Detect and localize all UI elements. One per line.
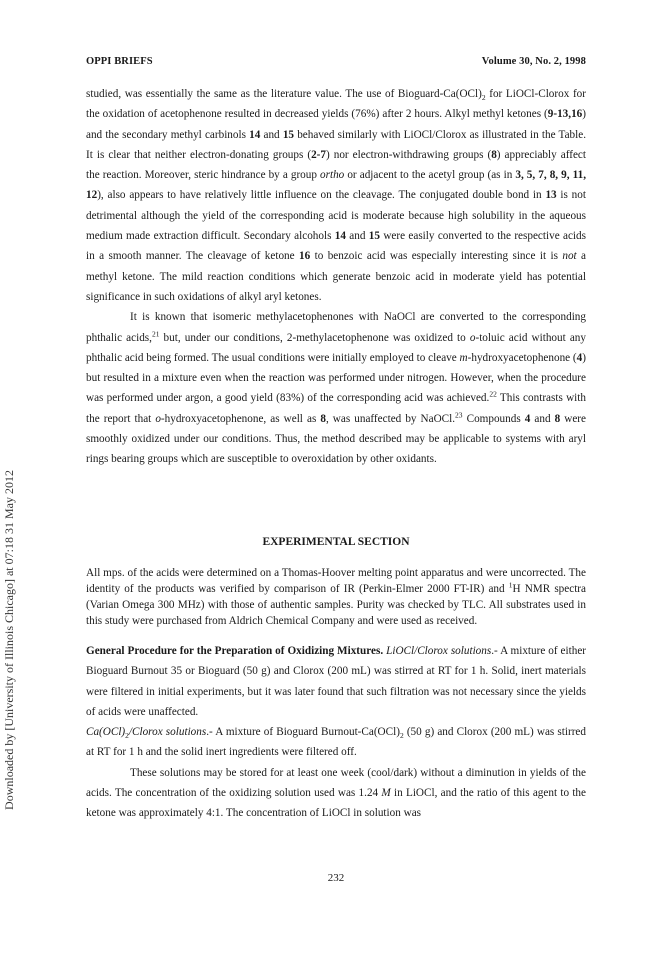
procedure-lioc-clorox: General Procedure for the Preparation of Oxidizing Mixtures. LiOCl/Clorox solutions.- A mixture of either Bioguard Burnout 35 or Bioguard (50 g) and Clorox (200 mL) was stirred at RT for 1 h. Solid, inert materials were filtered in initial experiments, but it was later found that such filtration was not necessary since the yields of acids were unaffected. (86, 645, 587, 718)
procedure-storage: These solutions may be stored for at least one week (cool/dark) without a diminution in yields of the acids. The concentration of the oxidizing solution used was 1.24 M in LiOCl, and the ratio of this agent to the ketone was approximately 4:1. The concentration of LiOCl in solution was (86, 766, 586, 820)
body-text (86, 84, 586, 470)
paragraph-methylacetophenones: It is known that isomeric methylacetophenones with NaOCl are converted to the corresponding phthalic acids,$^{21}$ but, under our conditions, 2-methylacetophenone was oxidized to o-toluic acid without any phthalic acid being formed. The usual conditions were initially employed to cleave m-hydroxyacetophenone (4) but resulted in a mixture even when the reaction was performed under nitrogen. However, when the procedure was performed under argon, a good yield (83%) of the corresponding acid was achieved.$^{22}$ This contrasts with the report that o-hydroxyacetophenone, as well as 8, was unaffected by NaOCl.$^{23}$ Compounds 4 and 8 were smoothly oxidized under our conditions. Thus, the method described may be applicable to systems with aryl rings bearing groups which are susceptible to overoxidation by other oxidants. (86, 311, 586, 466)
page-number: 232 (327, 872, 345, 884)
procedure-heading: General Procedure for the Preparation of Oxidizing Mixtures. (86, 645, 384, 657)
procedure-section (86, 641, 586, 824)
running-header-right: Volume 30, No. 2, 1998 (481, 56, 586, 67)
download-watermark: Downloaded by [University of Illinois Chicago] at 07:18 31 May 2012 (2, 470, 16, 810)
running-header-left: OPPI BRIEFS (86, 56, 153, 67)
paragraph-results: studied, was essentially the same as the literature value. The use of Bioguard-$Ca(OCl)_2$ for LiOCl-Clorox for the oxidation of acetophenone resulted in decreased yields (76%) after 2 hours. Alkyl methyl ketones (9-13,16) and the secondary methyl carbinols 14 and 15 behaved similarly with LiOCl/Clorox as illustrated in the Table. It is clear that neither electron-donating groups (2-7) nor electron-withdrawing groups (8) appreciably affect the reaction. Moreover, steric hindrance by a group ortho or adjacent to the acetyl group (as in 3, 5, 7, 8, 9, 11, 12), also appears to have relatively little influence on the cleavage. The conjugated double bond in 13 is not detrimental although the yield of the corresponding acid is moderate because high solubility in the aqueous medium made extraction difficult. Secondary alcohols 14 and 15 were easily converted to the respective acids in a smooth manner. The cleavage of ketone 16 to benzoic acid was especially interesting since it is not a methyl ketone. The mild reaction conditions which generate benzoic acid in moderate yield has potential significance in such oxidations of alkyl aryl ketones. (86, 88, 587, 303)
experimental-paragraph: All mps. of the acids were determined on a Thomas-Hoover melting point apparatus and were uncorrected. The identity of the products was verified by comparison of IR (Perkin-Elmer 2000 FT-IR) and $^1$H NMR spectra (Varian Omega 300 MHz) with those of authentic samples. Purity was checked by TLC. All substrates used in this study were purchased from Aldrich Chemical Company and were used as received. (86, 567, 586, 627)
procedure-caocl2-clorox: $Ca(OCl)_2$/Clorox solutions.- A mixture of Bioguard Burnout-$Ca(OCl)_2$ (50 g) and Clorox (200 mL) was stirred at RT for 1 h and the solid inert ingredients were filtered off. (86, 726, 586, 759)
section-title: EXPERIMENTAL SECTION (262, 536, 410, 548)
